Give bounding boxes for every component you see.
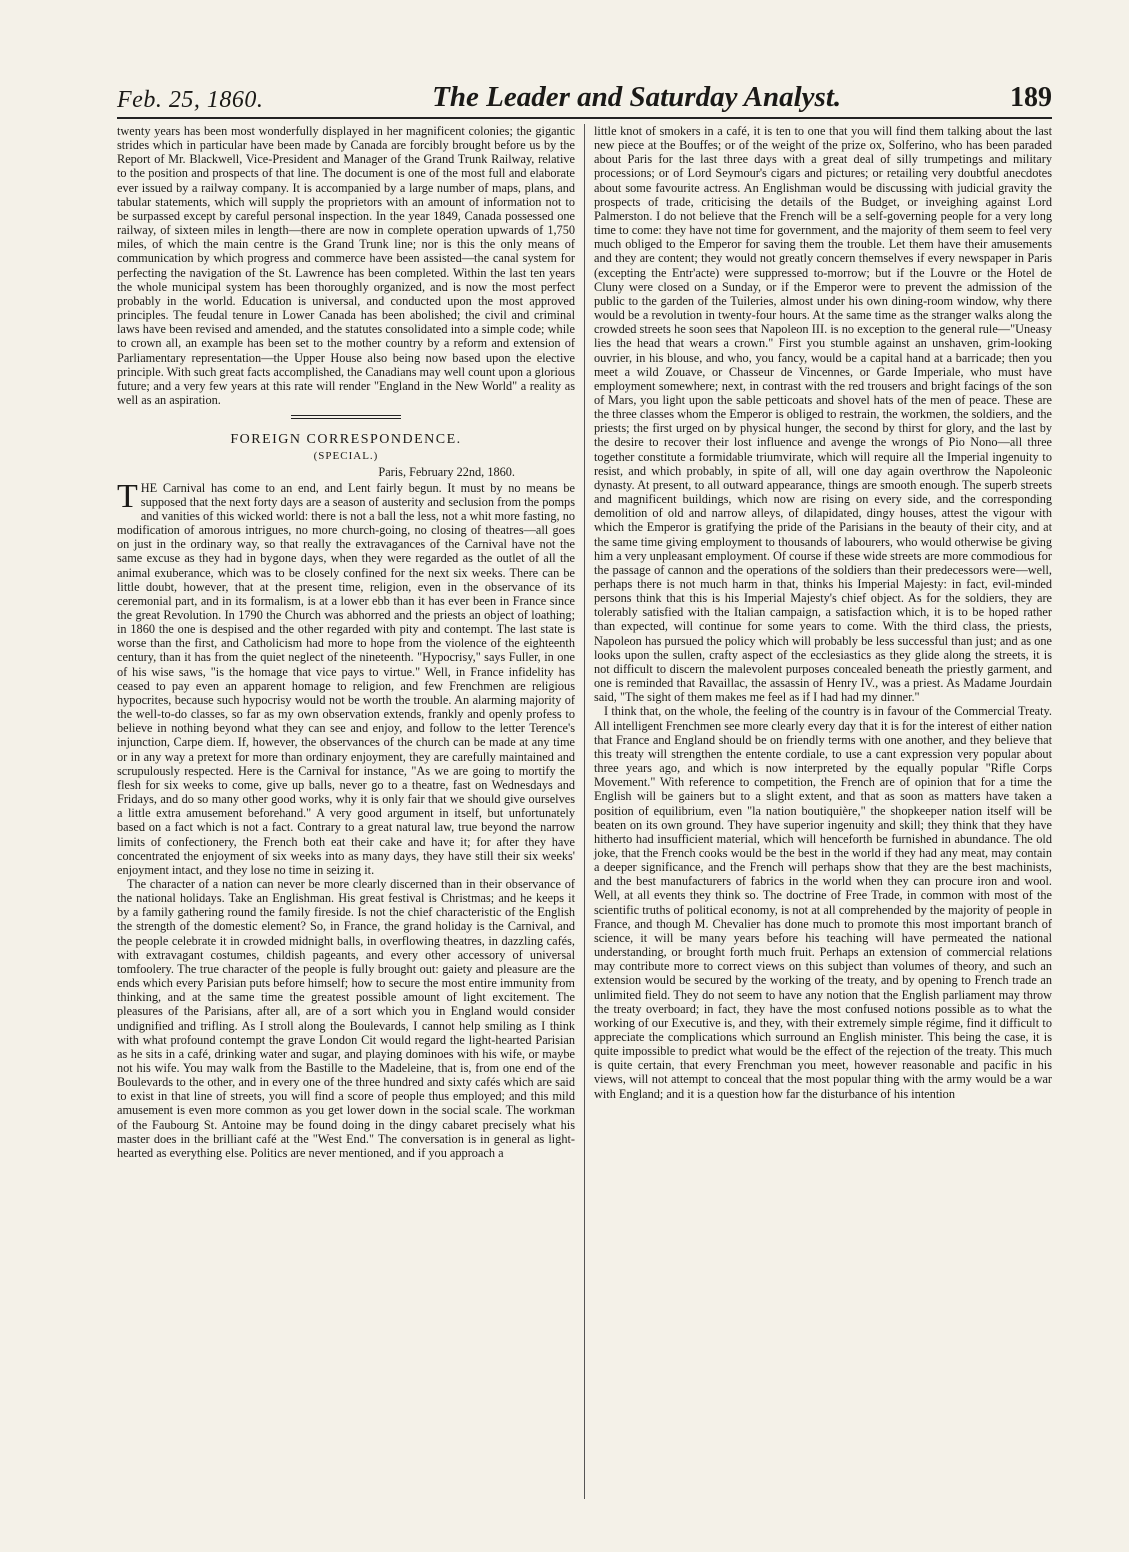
article-paragraph: little knot of smokers in a café, it is ten to one that you will find them talking about the last new piece at the Bouffes; or of the weight of the prize ox, Solferino, who has been paraded about Paris for the last three days with a great deal of silly trumpetings and military processions; or of Lord Seymour's cigars and pictures; or retailing very doubtful anecdotes about some favourite actress. An Englishman would be discussing with judicial gravity the prospects of trade, criticising the details of the Budget, or inveighing against Lord Palmerston. I do not believe that the French will be a self-governing people for a very long time to come: they have not time for government, and the majority of them seem to feel very much obliged to the Emperor for saving them the trouble. Let them have their amusements and they are content; they would not greatly concern themselves if every newspaper in Paris (excepting the Entr'acte) were suppressed to-morrow; but if the Louvre or the Hotel de Cluny were closed on a Sunday, or if the Emperor were to prevent the admission of the public to the garden of the Tuileries, almost under his own dining-room window, why there would be a revolution in twenty-four hours. At the same time as the stranger walks along the crowded streets he soon sees that Napoleon III. is no exception to the general rule—"Uneasy lies the head that wears a crown." First you stumble against an unshaven, grim-looking ouvrier, in his blouse, and who, you fancy, would be a capital hand at a barricade; then you meet a wild Zouave, or Chasseur de Vincennes, or Garde Imperiale, who must have employment somewhere; next, in contrast with the red trousers and bright facings of the son of Mars, you light upon the sable petticoats and shovel hats of the men of peace. These are the three classes whom the Emperor is obliged to restrain, the workmen, the soldiers, and the priests; the first urged on by physical hunger, the second by thirst for glory, and the last by the desire to recover their lost influence and avenge the wrongs of Pio Nono—all three together constitute a formidable triumvirate, which will require all the Imperial ingenuity to resist, and which probably, in spite of all, will one day again overthrow the Napoleonic dynasty. At present, to all outward appearance, things are smooth enough. The superb streets and magnificent buildings, which now are rising on every side, and the corresponding demolition of old and narrow alleys, of dilapidated, dingy houses, attest the vigour with which the Emperor is gratifying the pride of the Parisians in the beauty of their city, and at the same time giving employment to thousands of labourers, who would otherwise be giving him a very unpleasant employment. Of course if these wide streets are more commodious for the passage of cannon and the operations of the soldiers than their predecessors were—well, perhaps there is not much harm in that, thinks his Imperial Majesty: in fact, evil-minded persons think that this is his Imperial Majesty's chief object. As for the soldiers, they are tolerably satisfied with the Italian campaign, a satisfaction which, it is to be hoped rather than expected, will continue for some years to come. With the third class, the priests, Napoleon has pursued the policy which will probably be less successful than just; and as one looks upon the sullen, crafty aspect of the ecclesiastics as they glide along the streets, it is not difficult to discern the malevolent purposes concealed beneath the priestly garment, and one is reminded that Ravaillac, the assassin of Henry IV., was a priest. As Madame Jourdain said, "The sight of them makes me feel as if I had had my dinner." <box>594 124 1052 705</box>
header-rule <box>117 117 1052 119</box>
section-title: FOREIGN CORRESPONDENCE. <box>230 432 462 448</box>
issue-date: Feb. 25, 1860. <box>117 87 264 113</box>
right-column <box>594 124 1052 1101</box>
canada-article-paragraph: twenty years has been most wonderfully displayed in her magnificent colonies; the gigantic strides which in particular have been made by Canada are forcibly brought before us by the Report of Mr. Blackwell, Vice-President and Manager of the Grand Trunk Railway, relative to the position and prospects of that line. The document is one of the most full and elaborate ever issued by a railway company. It is accompanied by a large number of maps, plans, and tabular statements, which will supply the proprietors with an amount of information not to be surpassed except by careful personal inspection. In the year 1849, Canada possessed one railway, of sixteen miles in length—there are now in complete operation upwards of 1,750 miles, of which the main centre is the Grand Trunk line; nor is this the only means of communication by which progress and commerce have been assisted—the canal system for perfecting the navigation of the St. Lawrence has been completed. Within the last ten years the whole municipal system has been thoroughly organized, and is now the most perfect probably in the world. Education is universal, and conducted upon the most approved principles. The feudal tenure in Lower Canada has been abolished; the civil and criminal laws have been revised and amended, and the statutes consolidated into a simple code; while to crown all, an example has been set to the mother country by a reform and extension of Parliamentary representation—the Upper House also being now based upon the elective principle. With such great facts accomplished, the Canadians may well count upon a glorious future; and a very few years at this rate will render "England in the New World" a reality as well as an aspiration. <box>117 124 575 407</box>
section-divider <box>291 415 401 419</box>
section-subtitle: (SPECIAL.) <box>313 450 379 463</box>
dateline: Paris, February 22nd, 1860. <box>378 465 515 480</box>
article-paragraph: The character of a nation can never be more clearly discerned than in their observance of the national holidays. Take an Englishman. His great festival is Christmas; and he keeps it by a family gathering round the family fireside. Is not the chief characteristic of the English the strength of the domestic element? So, in France, the grand holiday is the Carnival, and the people celebrate it in crowded midnight balls, in overflowing theatres, in dazzling cafés, with extravagant costumes, childish pageants, and every other accessory of universal tomfoolery. The true character of the people is fully brought out: gaiety and pleasure are the ends which every Parisian puts before himself; how to secure the most entire immunity from thinking, and at the same time the greatest possible amount of light excitement. The pleasures of the Parisians, after all, are of a sort which you in England would consider undignified and trifling. As I stroll along the Boulevards, I cannot help smiling as I think with what profound contempt the grave London Cit would regard the light-hearted Parisian as he sits in a café, drinking water and sugar, and playing dominoes with his wife, or maybe not his wife. You may walk from the Bastille to the Madeleine, that is, from one end of the Boulevards to the other, and in every one of the three hundred and sixty cafés which are said to exist in that line of streets, you will find a score of people thus employed; and this mild amusement is even more common as you get lower down in the social scale. The workman of the Faubourg St. Antoine may be found doing in the dingy cabaret precisely what his master does in the brilliant café at the "West End." The conversation is in general as light-hearted as everything else. Politics are never mentioned, and if you approach a <box>117 876 575 1160</box>
column-rule <box>584 124 585 1499</box>
page-number: 189 <box>1009 82 1052 113</box>
paragraph-text: HE Carnival has come to an end, and Lent fairly begun. It must by no means be supposed that the next forty days are a season of austerity and seclusion from the pomps and vanities of this wicked world: there is not a ball the less, not a whit more fasting, no modification of amorous intrigues, no more church-going, no closing of theatres—all goes on just in the ordinary way, so that really the extravagances of the Carnival have not the same excuse as they had in bygone days, when they were regarded as the outlet of all the animal exuberance, which was to be closely confined for the next six weeks. There can be little doubt, however, that at the present time, religion, even in the observance of its ceremonial part, and in its formalism, is at a lower ebb than it has ever been in France since the great Revolution. In 1790 the Church was abhorred and the priests an object of loathing; in 1860 the one is despised and the other regarded with pity and contempt. The last state is worse than the first, and Catholicism had more to hope from the violence of the eighteenth century, than it has from the quiet neglect of the nineteenth. "Hypocrisy," says Fuller, in one of his wise saws, "is the homage that vice pays to virtue." Well, in France infidelity has ceased to pay even an apparent homage to religion, and few Frenchmen are religious hypocrites, because such hypocrisy would not be worth the trouble. An alarming majority of the well-to-do classes, so far as my own observation extends, frankly and openly profess to believe in nothing beyond what they can see and enjoy, and follow to the letter Terence's injunction, Carpe diem. If, however, the observances of the church can be made at any time or in any way a pretext for more than ordinary enjoyment, they are carefully maintained and scrupulously respected. Here is the Carnival for instance, "As we are going to mortify the flesh for six weeks to come, give up balls, never go to a theatre, fast on Wednesdays and Fridays, and do so many other good works, why it is only fair that we should give ourselves a little extra amusement beforehand." A very good argument in itself, but unfortunately based on a fact which is not a fact. Contrary to a great natural law, true beyond the narrow limits of confectionery, the French both eat their cake and have it; for after they have concentrated the enjoyment of six weeks into as many days, they have still their six weeks' enjoyment intact, and they lose no time in seizing it. <box>117 480 575 877</box>
page-header <box>117 78 1052 114</box>
article-paragraph: I think that, on the whole, the feeling of the country is in favour of the Commercial Treaty. All intelligent Frenchmen see more clearly every day that it is for the interest of either nation that France and England should be on friendly terms with one another, and they believe that this treaty will strengthen the entente cordiale, to use a cant expression very popular about three years ago, and which is now interpreted by the equally popular "Rifle Corps Movement." With reference to competition, the French are of opinion that for a time the English will be gainers but to a slight extent, and that as soon as matters have taken a position of equilibrium, even "la nation boutiquière," the shopkeeper nation itself will be beaten on its own ground. They have superior ingenuity and skill; they think that they have hitherto had insufficient material, which will henceforth be furnished in abundance. The old joke, that the French cooks would be the best in the world if they had any meat, may contain a deeper significance, and the French will perhaps show that they are the best machinists, and the best manufacturers of fabrics in the world when they can procure iron and wool. Well, at all events they think so. The doctrine of Free Trade, in common with most of the scientific truths of political economy, is not at all comprehended by the majority of people in France, and though M. Chevalier has done much to promote this most important branch of science, it will be many years before his teaching will have permeated the national understanding, or brought forth much fruit. Perhaps an extension of commercial relations may contribute more to correct views on this subject than volumes of theory, and such an extension would be secured by the working of the treaty, and by opening to French trade an unlimited field. They do not seem to have any notion that the English parliament may throw the treaty overboard; in fact, they have the most confused notions possible as to what the working of our Executive is, and they, with their extremely simple régime, find it difficult to appreciate the complications which surround an English minister. This being the case, it is quite impossible to predict what would be the effect of the rejection of the treaty. This much is quite certain, that every Frenchman you meet, however reasonable and pacific in his views, will not attempt to conceal that the most popular thing with the army would be a war with England; and it is a question how far the disturbance of his intention <box>594 704 1052 1101</box>
article-paragraph <box>117 477 575 877</box>
left-column <box>117 124 575 1160</box>
publication-title: The Leader and Saturday Analyst. <box>432 81 842 113</box>
drop-cap: T <box>117 477 138 515</box>
